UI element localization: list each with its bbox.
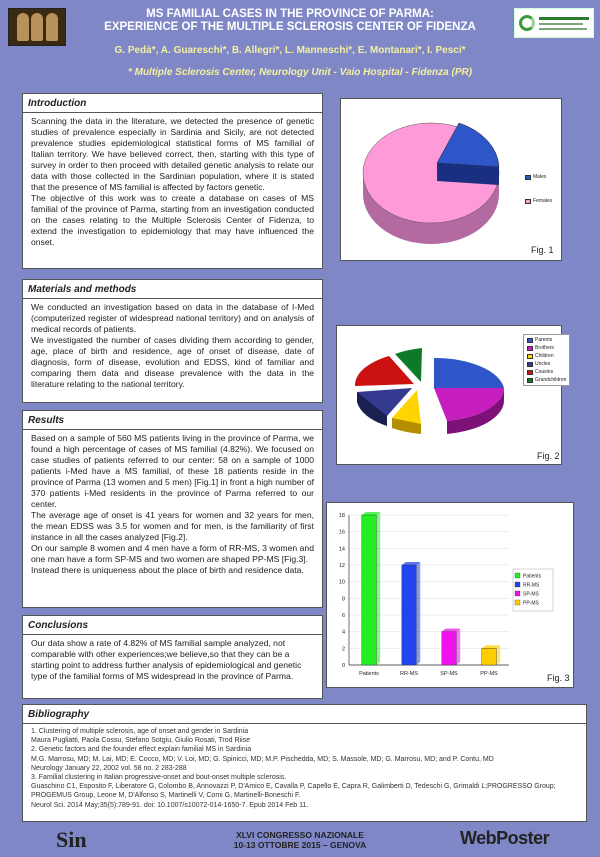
y-tick-label: 12 [338,563,345,569]
title-line-1: MS FAMILIAL CASES IN THE PROVINCE OF PARMA: [146,8,434,20]
results-panel [22,410,323,608]
y-tick-label: 0 [341,663,345,669]
legend-item-females: Females [525,197,552,205]
kinship-pie-chart [337,330,527,440]
bar-side-patients [376,512,380,665]
y-tick-label: 10 [338,579,345,586]
results-paragraph-1: Based on a sample of 560 MS patients living in the province of Parma, we found a high percentage of cases of MS familial (4.82%). We focused on case studies of patients referred to our center: 58 on a sample of 1000 patients i-Med have a MS familial, of these 18 patients reside in the province of Parma (13 women and 5 men) [Fig.1] in front a high number of 370 patients i-Med residents in the province of Parma referred to our center. [31,433,314,509]
introduction-panel [22,93,323,269]
sin-logo: Sin [56,827,87,852]
poster-header [0,0,600,93]
figure-3-panel [326,502,574,688]
bar-side-pp-ms [496,645,500,665]
bib-ref-2-title: 2. Genetic factors and the founder effect explain familial MS in Sardinia [31,746,252,754]
bibliography-panel [22,704,587,822]
legend-item-cousins: Cousins [527,368,566,376]
conclusions-heading: Conclusions [28,620,89,631]
figure-1-legend [525,173,552,205]
bar-patients [362,515,376,665]
hospital-logo [514,8,594,38]
bar-side-rr-ms [416,562,420,665]
y-tick-label: 8 [341,596,345,603]
figure-1-label: Fig. 1 [531,245,554,255]
legend-label: PP-MS [523,600,539,607]
bar-rr-ms [402,565,416,665]
y-tick-label: 4 [341,629,345,636]
legend-label: SP-MS [523,591,539,598]
legend-item-uncles: Uncles [527,360,566,368]
affiliation: * Multiple Sclerosis Center, Neurology Unit - Vaio Hospital - Fidenza (PR) [127,67,473,78]
legend-item-children: Children [527,352,566,360]
bib-ref-3-journal: Neurol Sci. 2014 May;35(5):789-91. doi: 10.1007/s10072-014-1650-7. Epub 2014 Feb 11. [31,801,309,809]
bar-sp-ms [442,632,456,665]
gender-pie-chart [341,99,521,259]
legend-swatch [515,600,520,605]
methods-panel [22,279,323,403]
y-tick-label: 14 [338,546,345,553]
congress-dates: 10-13 OTTOBRE 2015 – GENOVA [233,840,367,850]
congress-title: XLVI CONGRESSO NAZIONALE [236,830,364,840]
university-logo [8,8,66,46]
introduction-heading: Introduction [28,98,87,109]
legend-swatch [515,573,520,578]
bar-pp-ms [482,648,496,665]
figure-1-panel [340,98,562,261]
disease-form-bar-chart [327,503,575,689]
webposter-logo: WebPoster [460,828,550,848]
congress-info [180,830,420,850]
introduction-paragraph-2: The objective of this work was to create a database on cases of MS familial of the province of Parma, starting from an investigation conducted on the cases relating to the Multiple Sclerosis Center of Fidenza, to extend the investigation to epidemiology that may have influenced the onset. [31,193,314,247]
bibliography-heading: Bibliography [28,709,90,720]
x-tick-label: PP-MS [480,671,498,677]
bar-side-sp-ms [456,629,460,665]
figure-2-label: Fig. 2 [537,451,560,461]
introduction-paragraph-1: Scanning the data in the literature, we detected the presence of genetic studies of prevalence especially in Sardinia and Sicily, are not detected prevalence studies epidemiological statistical forms of MS familial of Italian territory. We have believed correct, then, starting with this type of survey in order to then proceed with detailed genetic analysis to relate our data with those collected in the Sardinian population, where it is stated that the presence of MS familial is affected by factors genetic. [31,116,314,192]
bib-ref-2-journal: Neurology January 22, 2002 vol. 58 no. 2 283-288 [31,764,187,772]
bib-ref-1-title: 1. Clustering of multiple sclerosis, age of onset and gender in Sardinia [31,728,249,735]
results-heading: Results [28,415,65,426]
results-paragraph-2: The average age of onset is 41 years for women and 32 years for men, the mean EDSS was 3.5 for women and for men, is the familiarity of first instance in all the cases analyzed [Fig.2]. [31,510,314,542]
legend-item-parents: Parents [527,336,566,344]
conclusions-paragraph: Our data show a rate of 4.82% of MS familial sample analyzed, not comparable with other experiences;we believe,so that they can be a starting point to address further analysis of epidemiological and genetic type of the familial forms of MS widespread in the province of Parma. [31,638,302,681]
y-tick-label: 16 [338,529,345,536]
bib-ref-3-title: 3. Familial clustering in Italian progressive-onset and bout-onset multiple sclerosis. [31,774,287,782]
figure-2-legend [523,334,570,386]
bib-ref-1-authors: Maura Pugliatti, Paola Cossu, Stefano Sotgiu, Giulio Rosati, Trod Riise [31,737,251,745]
results-paragraph-3: On our sample 8 women and 4 men have a form of RR-MS, 3 women and one man have a form SP-MS and two women are shaped PP-MS [Fig.3]. [31,543,314,564]
x-tick-label: Patients [359,671,379,677]
legend-item-grandchildren: Grandchildren [527,376,566,384]
authors: G. Pedà*, A. Guareschi*, B. Allegri*, L. Manneschi*, E. Montanari*, I. Pesci* [114,45,466,56]
methods-paragraph-1: We conducted an investigation based on data in the database of I-Med (computerized register of widespread national territory) and on analysis of medical records of patients. [31,302,314,334]
legend-swatch [515,591,520,596]
results-paragraph-4: Instead there is uniqueness about the place of birth and residence data. [31,565,304,575]
legend-label: Patients [523,573,542,580]
legend-swatch [515,582,520,587]
methods-paragraph-2: We investigated the number of cases dividing them according to gender, age, place of birth and residence, age of onset of disease, date of diagnosis, form of disease, evolution and EDSS, kind of familiar and comparing them data and disease prevalence with the data in the literature relating to the national territory. [31,335,314,389]
y-tick-label: 6 [341,613,345,619]
figure-2-panel [336,325,567,465]
poster-title [70,8,510,34]
methods-heading: Materials and methods [28,284,137,295]
x-tick-label: SP-MS [440,671,458,677]
bib-ref-2-authors: M.G. Marrosu, MD; M. Lai, MD; E. Cocco, MD; V. Loi, MD; G. Spinicci, MD; M.P. Pischedda, MD; S. Massole, MD; G. Marrosu, MD; and P. Contu, MD [31,755,494,763]
conclusions-panel [22,615,323,699]
figure-3-label: Fig. 3 [547,673,570,683]
legend-item-brothers: Brothers [527,344,566,352]
y-tick-label: 2 [341,646,345,653]
title-line-2: EXPERIENCE OF THE MULTIPLE SCLEROSIS CENTER OF FIDENZA [104,21,476,33]
y-tick-label: 18 [338,513,345,519]
bib-ref-3-authors: Guaschino C1, Esposito F, Liberatore G, Colombo B, Annovazzi P, D'Amico E, Cavalla P, Capello E, Capra R, Galimberti D, Tedeschi G, Grimaldi L;PROGRESSO Group; PROGEMUS Group, Leone M, D'Alfonso S, Martinelli V, Comi G, Martinelli-Boneschi F. [31,783,556,800]
x-tick-label: RR-MS [399,671,419,677]
legend-item-males: Males [525,173,552,181]
legend-label: RR-MS [523,582,540,589]
